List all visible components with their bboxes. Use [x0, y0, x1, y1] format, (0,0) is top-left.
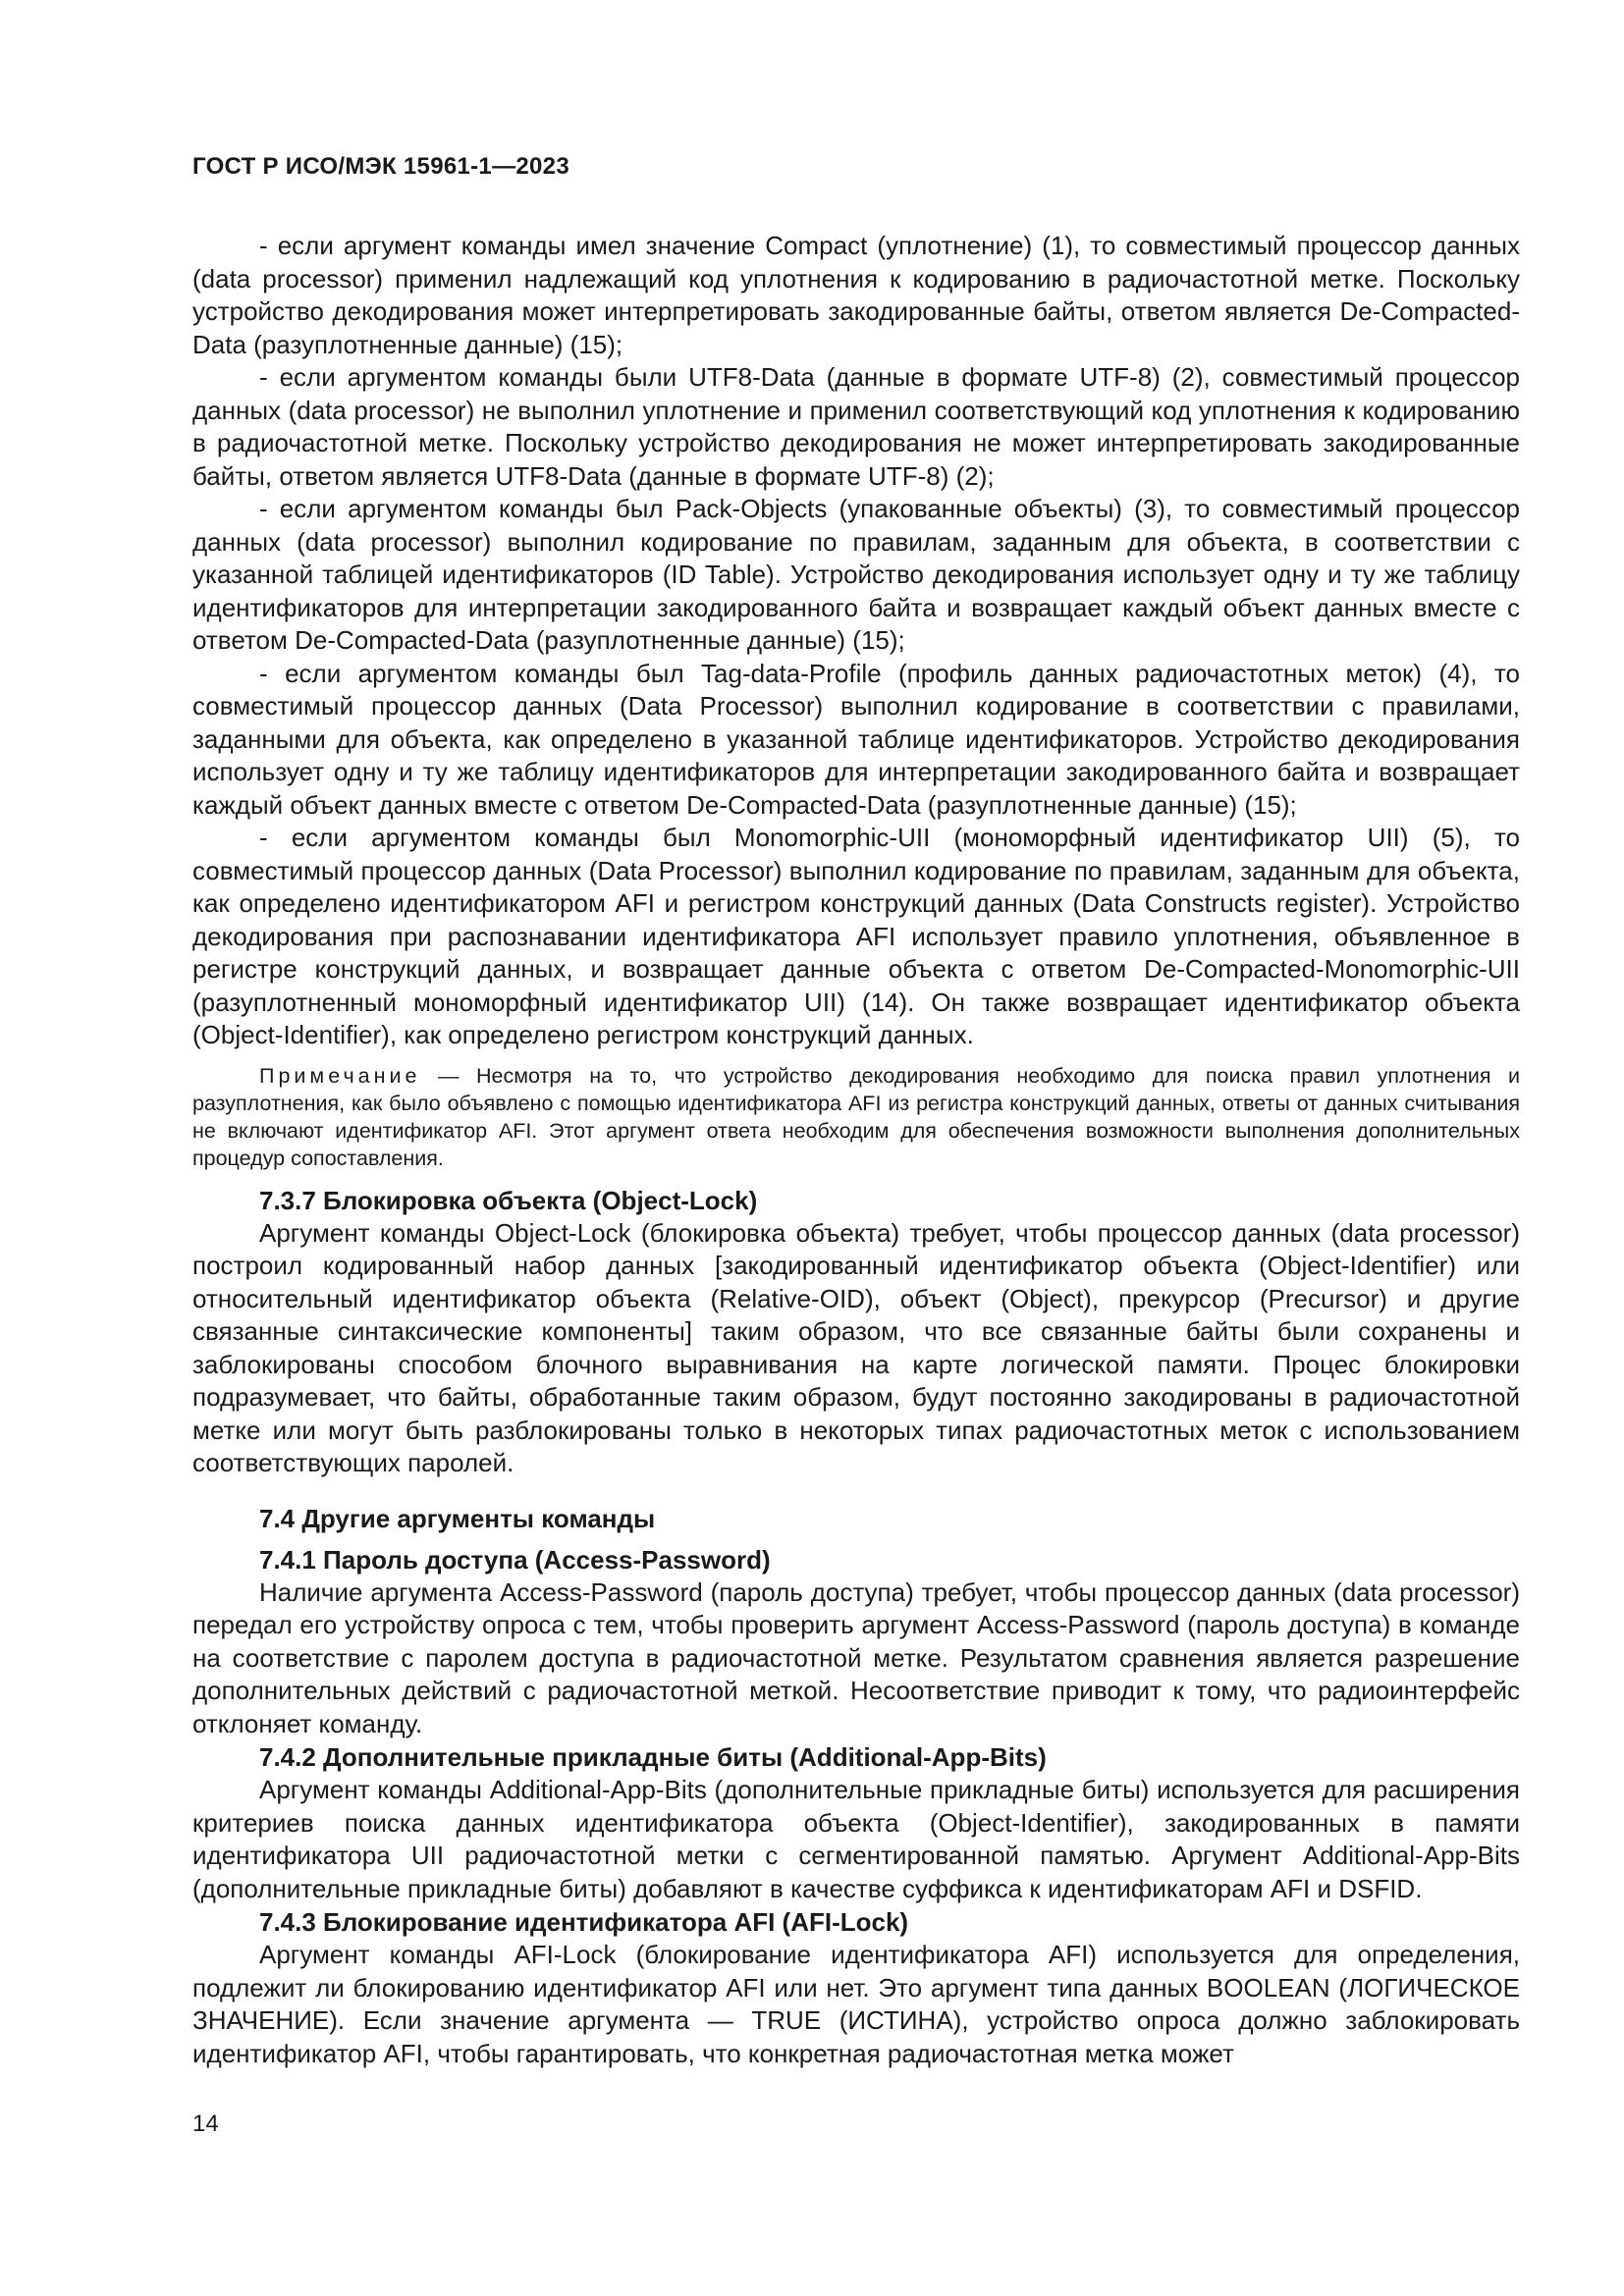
standard-header: ГОСТ Р ИСО/МЭК 15961-1—2023 [192, 153, 569, 180]
note-text: — Несмотря на то, что устройство декодирования необходимо для поиска правил уплотнения и разуплотнения, как было объявлено с помощью идентификатора AFI из регистра конструкций данных, ответы от данных считывания не включают идентификатор AFI. Этот аргумент ответа необходим для обеспечения возможности выполнения дополнительных процедур сопоставления. [192, 1063, 1520, 1170]
paragraph-compact: - если аргумент команды имел значение Compact (уплотнение) (1), то совместимый процессор данных (data processor) применил надлежащий код уплотнения к кодированию в радиочастотной метке. Поскольку устройство декодирования может интерпретировать закодированные байты, ответом является De-Compacted-Data (разуплотненные данные) (15); [192, 231, 1520, 359]
note [192, 1062, 1520, 1172]
paragraph-additional-app-bits: Аргумент команды Additional-App-Bits (дополнительные прикладные биты) используется для расширения критериев поиска данных идентификатора объекта (Object-Identifier), закодированных в памяти идентификатора UII радиочастотной метки с сегментированной памятью. Аргумент Additional-App-Bits (дополнительные прикладные биты) добавляют в качестве суффикса к идентификаторам AFI и DSFID. [192, 1775, 1520, 1903]
paragraph-monomorphic-uii: - если аргументом команды был Monomorphic-UII (мономорфный идентификатор UII) (5), то совместимый процессор данных (Data Processor) выполнил кодирование по правилам, заданным для объекта, как определено идентификатором AFI и регистром конструкций данных (Data Constructs register). Устройство декодирования при распознавании идентификатора AFI использует правило уплотнения, объявленное в регистре конструкций данных, и возвращает данные объекта с ответом De-Compacted-Monomorphic-UII (разуплотненный мономорфный идентификатор UII) (14). Он также возвращает идентификатор объекта (Object-Identifier), как определено регистром конструкций данных. [192, 823, 1520, 1049]
paragraph-tag-data-profile: - если аргументом команды был Tag-data-Profile (профиль данных радиочастотных меток) (4), то совместимый процессор данных (Data Processor) выполнил кодирование в соответствии с правилами, заданными для объекта, как определено в указанной таблице идентификаторов. Устройство декодирования использует одну и ту же таблицу идентификаторов для интерпретации закодированного байта и возвращает каждый объект данных вместе с ответом De-Compacted-Data (разуплотненные данные) (15); [192, 658, 1520, 820]
paragraph-access-password: Наличие аргумента Access-Password (пароль доступа) требует, чтобы процессор данных (data processor) передал его устройству опроса с тем, чтобы проверить аргумент Access-Password (пароль доступа) в команде на соответствие с паролем доступа в радиочастотной метке. Результатом сравнения является разрешение дополнительных действий с радиочастотной меткой. Несоответствие приводит к тому, что радиоинтерфейс отклоняет команду. [192, 1576, 1520, 1738]
heading-7-4-1: 7.4.1 Пароль доступа (Access-Password) [259, 1544, 771, 1575]
paragraph-utf8-data: - если аргументом команды были UTF8-Data (данные в формате UTF-8) (2), совместимый процессор данных (data processor) не выполнил уплотнение и применил соответствующий код уплотнения к кодированию в радиочастотной метке. Поскольку устройство декодирования не может интерпретировать закодированные байты, ответом является UTF8-Data (данные в формате UTF-8) (2); [192, 362, 1520, 491]
document-page [192, 147, 1520, 2070]
heading-7-3-7: 7.3.7 Блокировка объекта (Object-Lock) [259, 1185, 758, 1215]
heading-7-4: 7.4 Другие аргументы команды [259, 1503, 656, 1533]
note-label: Примечание [259, 1063, 421, 1088]
paragraph-pack-objects: - если аргументом команды был Pack-Objects (упакованные объекты) (3), то совместимый процессор данных (data processor) выполнил кодирование по правилам, заданным для объекта, в соответствии с указанной таблицей идентификаторов (ID Table). Устройство декодирования использует одну и ту же таблицу идентификаторов для интерпретации закодированного байта и возвращает каждый объект данных вместе с ответом De-Compacted-Data (разуплотненные данные) (15); [192, 494, 1520, 655]
paragraph-afi-lock: Аргумент команды AFI-Lock (блокирование идентификатора AFI) используется для определения, подлежит ли блокированию идентификатор AFI или нет. Это аргумент типа данных BOOLEAN (ЛОГИЧЕСКОЕ ЗНАЧЕНИЕ). Если значение аргумента — TRUE (ИСТИНА), устройство опроса должно заблокировать идентификатор AFI, чтобы гарантировать, что конкретная радиочастотная метка может [192, 1940, 1520, 2068]
heading-7-4-3: 7.4.3 Блокирование идентификатора AFI (AFI-Lock) [259, 1907, 909, 1937]
heading-7-4-2: 7.4.2 Дополнительные прикладные биты (Additional-App-Bits) [259, 1742, 1047, 1772]
page-number: 14 [192, 2110, 219, 2137]
paragraph-object-lock: Аргумент команды Object-Lock (блокировка объекта) требует, чтобы процессор данных (data processor) построил кодированный набор данных [закодированный идентификатор объекта (Object-Identifier) или относительный идентификатор объекта (Relative-OID), объект (Object), прекурсор (Precursor) и другие связанные синтаксические компоненты] таким образом, что все связанные байты были сохранены и заблокированы способом блочного выравнивания на карте логической памяти. Процес блокировки подразумевает, что байты, обработанные таким образом, будут постоянно закодированы в радиочастотной метке или могут быть разблокированы только в некоторых типах радиочастотных меток с использованием соответствующих паролей. [192, 1217, 1520, 1477]
